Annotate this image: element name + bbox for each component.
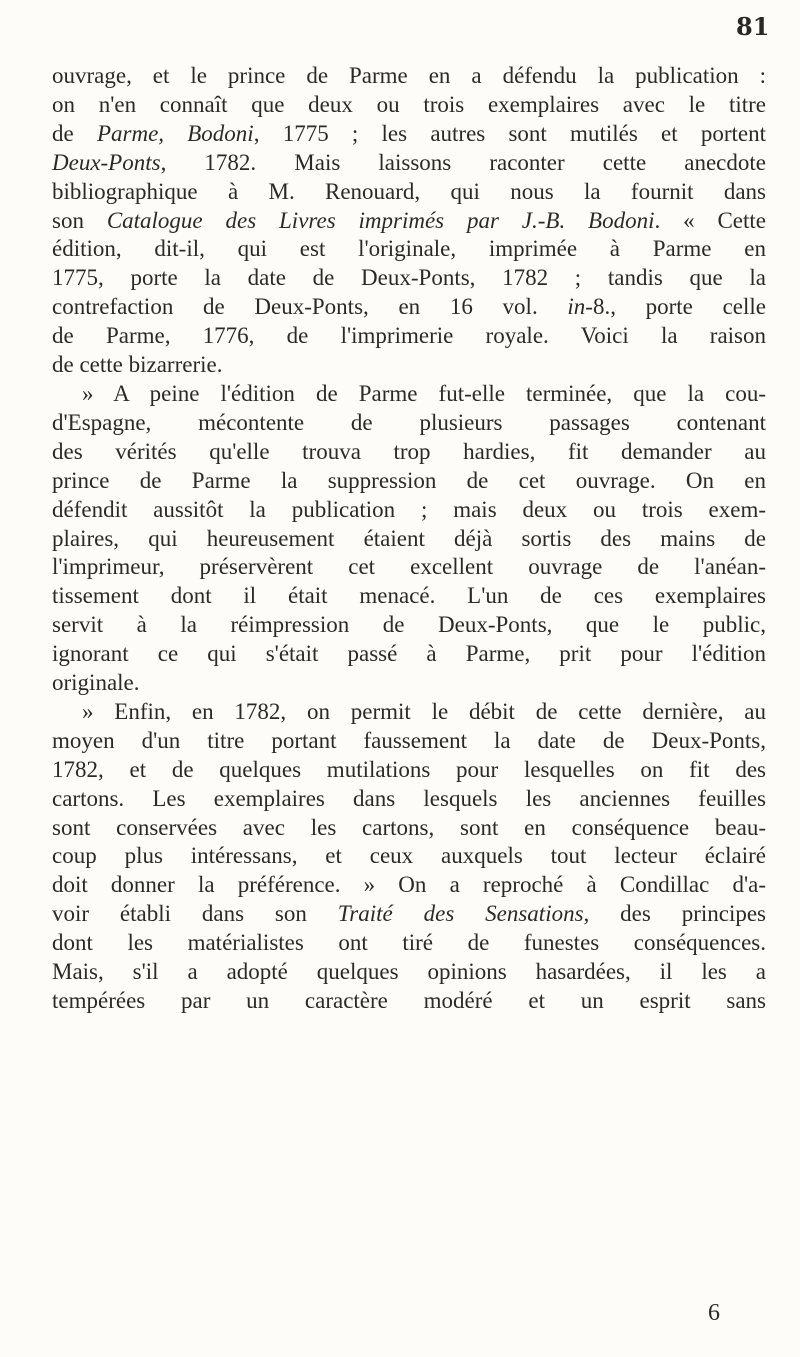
text-line: prince de Parme la suppression de cet ouvrage. On en (52, 467, 766, 493)
italic-text: Traité des Sensations (337, 901, 584, 927)
text-line: dont les matérialistes ont tiré de funestes conséquences. (52, 930, 766, 956)
text-line: 1775, porte la date de Deux-Ponts, 1782 ; tandis que la (52, 265, 766, 291)
signature-mark: 6 (708, 1300, 720, 1326)
italic-text: Catalogue des Livres imprimés par J.-B. Bodoni (106, 207, 655, 233)
text-line: Mais, s'il a adopté quelques opinions hasardées, il les a (52, 959, 766, 985)
text-line: l'imprimeur, préservèrent cet excellent ouvrage de l'anéan- (52, 554, 766, 580)
text-span: de (52, 120, 97, 146)
text-span: -8., porte celle (585, 294, 766, 320)
text-line: édition, dit-il, qui est l'originale, imprimée à Parme en (52, 236, 766, 262)
text-line: tissement dont il était menacé. L'un de ces exemplaires (52, 583, 766, 609)
text-line: » Enfin, en 1782, on permit le débit de cette dernière, au (82, 698, 766, 724)
text-span: , 1782. Mais laissons raconter cette anecdote (160, 149, 766, 175)
text-line: des vérités qu'elle trouva trop hardies, fit demander au (52, 438, 766, 464)
text-line: plaires, qui heureusement étaient déjà sortis des mains de (52, 525, 766, 551)
text-line: originale. (52, 670, 140, 696)
text-line: de Parme, 1776, de l'imprimerie royale. Voici la raison (52, 323, 766, 349)
text-line: on n'en connaît que deux ou trois exemplaires avec le titre (52, 91, 766, 117)
text-line: doit donner la préférence. » On a reproché à Condillac d'a- (52, 872, 766, 898)
text-line (52, 207, 766, 236)
italic-text: in (567, 294, 586, 320)
italic-text: Deux-Ponts (52, 149, 161, 175)
italic-text: Parme, Bodoni (96, 120, 254, 146)
text-line: défendit aussitôt la publication ; mais deux ou trois exem- (52, 496, 766, 522)
text-span: , des principes (583, 901, 767, 927)
text-line: bibliographique à M. Renouard, qui nous la fournit dans (52, 178, 766, 204)
text-span: , 1775 ; les autres sont mutilés et portent (253, 120, 766, 146)
text-line (52, 900, 766, 929)
text-span: contrefaction de Deux-Ponts, en 16 vol. (52, 294, 568, 320)
text-line: 1782, et de quelques mutilations pour lesquelles on fit des (52, 756, 766, 782)
body-text (52, 62, 766, 1016)
text-line: d'Espagne, mécontente de plusieurs passages contenant (52, 409, 766, 435)
text-line: cartons. Les exemplaires dans lesquels les anciennes feuilles (52, 785, 766, 811)
text-line: servit à la réimpression de Deux-Ponts, que le public, (52, 612, 766, 638)
page-number: 81 (736, 12, 770, 41)
text-line: ouvrage, et le prince de Parme en a défendu la publication : (52, 63, 766, 88)
text-line: » A peine l'édition de Parme fut-elle terminée, que la cou- (82, 380, 766, 406)
text-line: sont conservées avec les cartons, sont en conséquence beau- (52, 814, 766, 840)
text-span: son (52, 207, 107, 233)
text-line (52, 149, 766, 178)
text-span: voir établi dans son (52, 901, 338, 927)
text-line: tempérées par un caractère modéré et un esprit sans (52, 988, 766, 1013)
text-line: coup plus intéressans, et ceux auxquels tout lecteur éclairé (52, 843, 766, 869)
text-line: de cette bizarrerie. (52, 352, 223, 378)
text-line: moyen d'un titre portant faussement la date de Deux-Ponts, (52, 727, 766, 753)
text-line (52, 120, 766, 149)
text-line: ignorant ce qui s'était passé à Parme, prit pour l'édition (52, 641, 766, 667)
text-span: . « Cette (654, 207, 766, 233)
text-line (52, 293, 766, 322)
